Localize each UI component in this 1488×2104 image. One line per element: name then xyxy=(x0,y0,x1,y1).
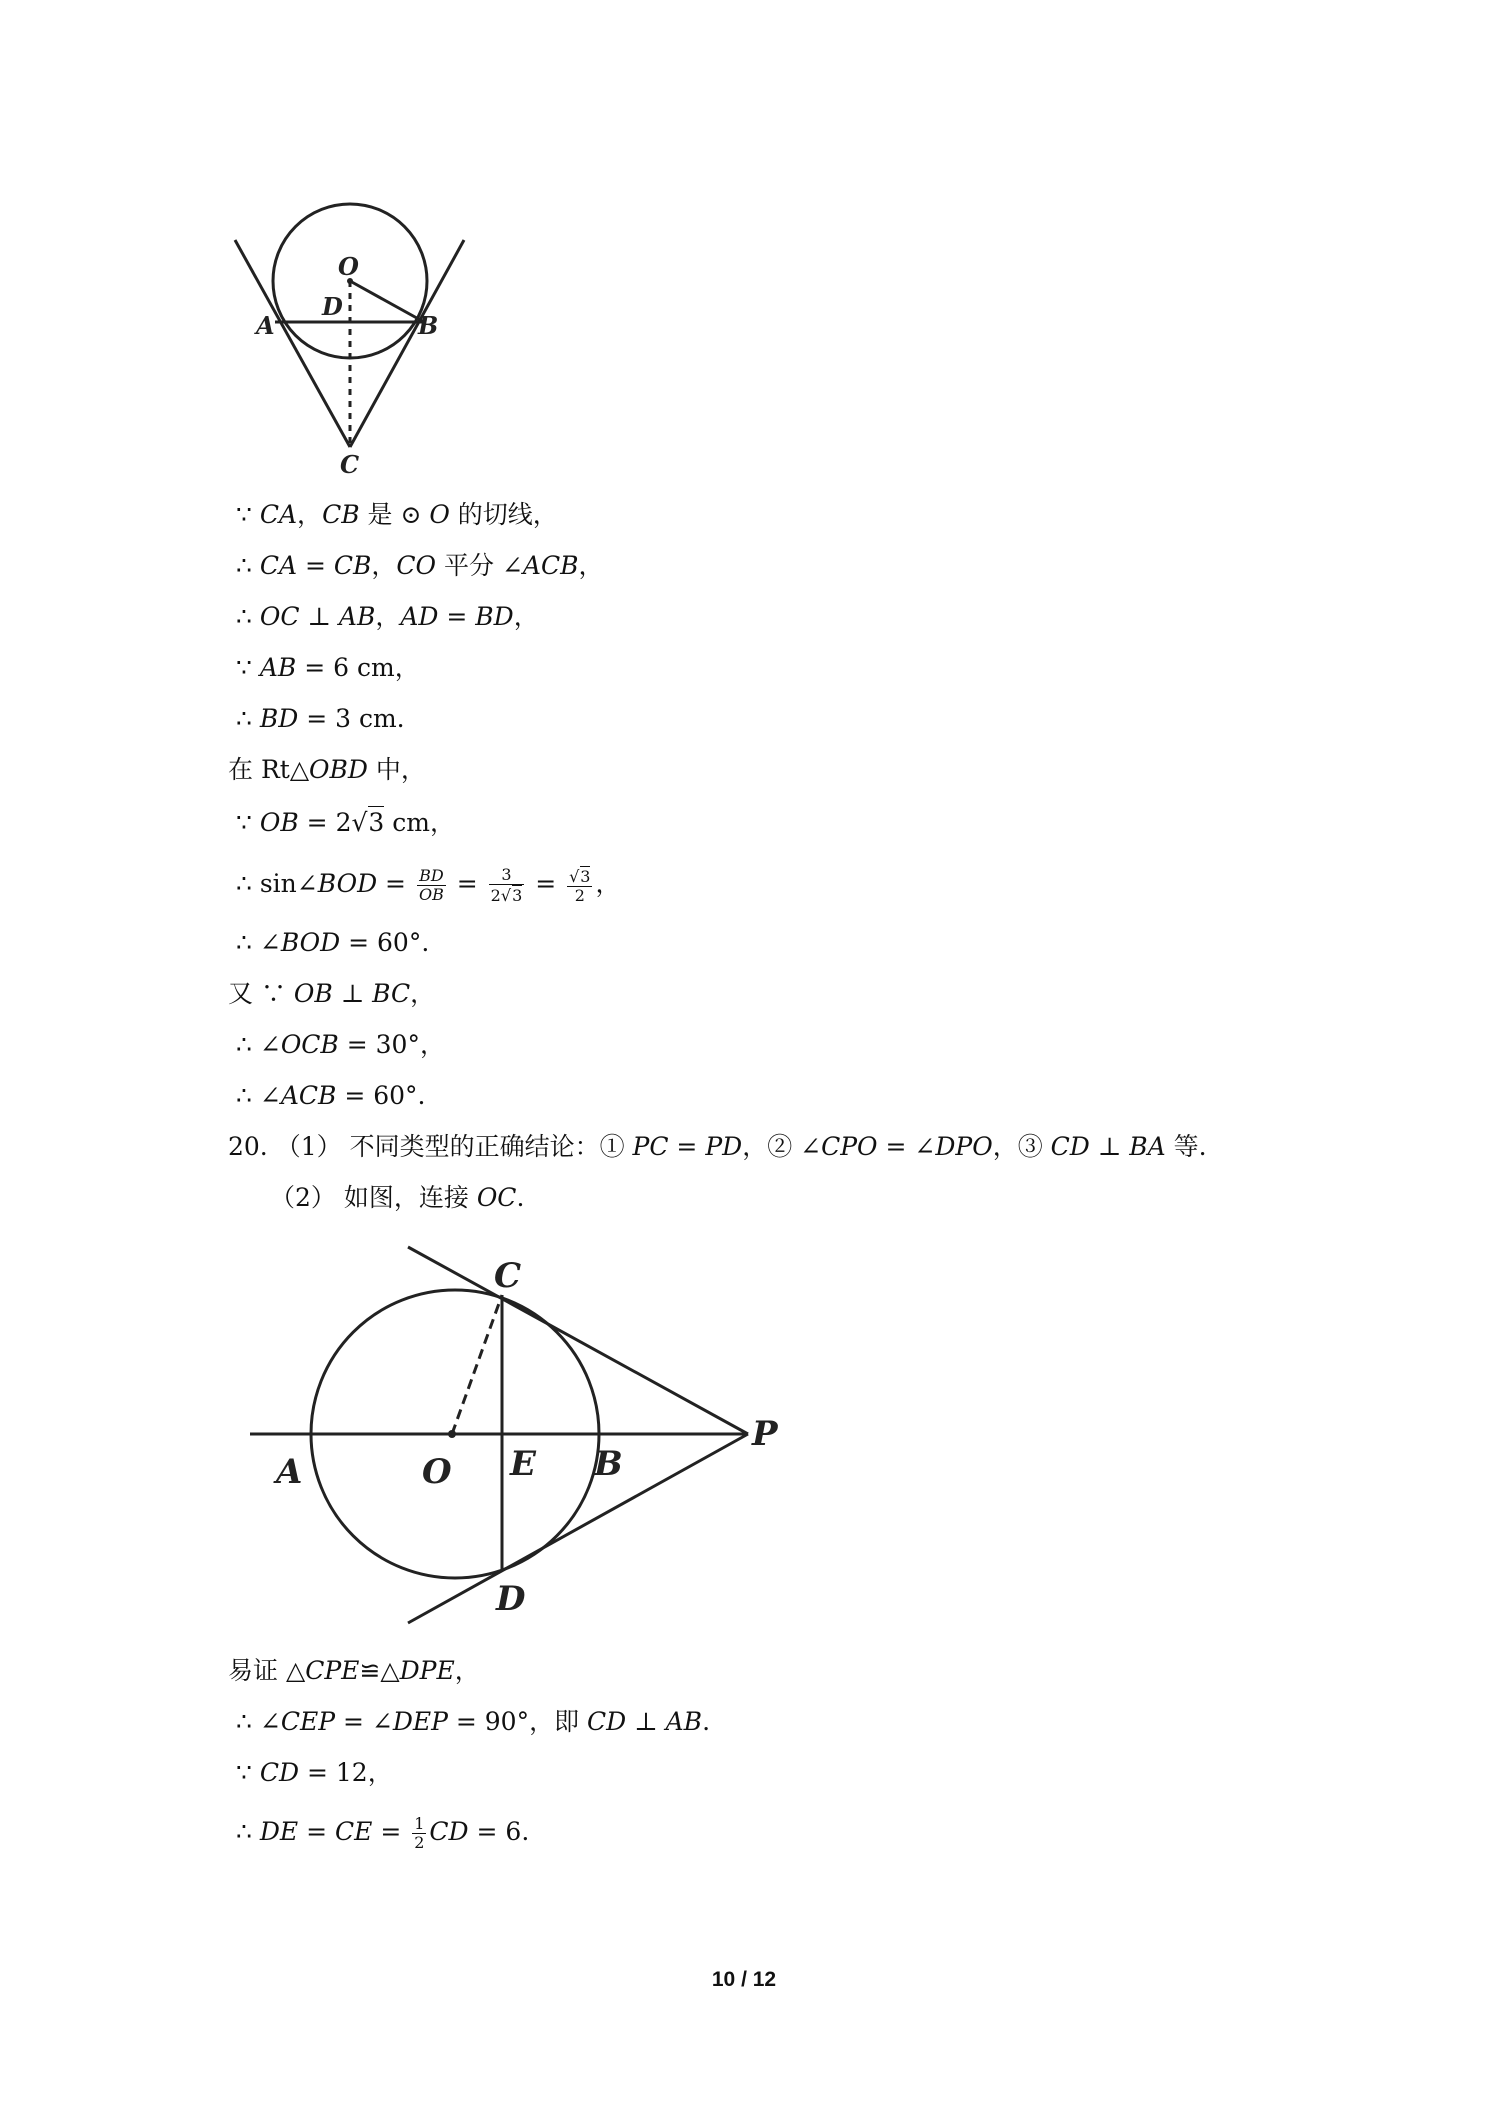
question-number: 20. xyxy=(228,1132,268,1161)
proof-line: ∵ AB = 6 cm， xyxy=(236,653,420,682)
label-d: D xyxy=(322,292,343,321)
point-o-dot xyxy=(448,1430,456,1438)
fraction-1-2: $\frac{1}{2}$ xyxy=(414,1814,425,1852)
figure-tangent-circle xyxy=(230,195,470,485)
proof-line: 易证 △CPE≌△DPE， xyxy=(228,1656,480,1685)
proof-line: 在 Rt△OBD 中， xyxy=(228,755,426,784)
question-20-part-1: 20. （1） 不同类型的正确结论：① PC = PD，② ∠CPO = ∠DPO，③ CD ⊥ BA 等. xyxy=(228,1132,1207,1161)
label-c: C xyxy=(494,1256,522,1296)
tangent-pd xyxy=(408,1434,748,1623)
label-c: C xyxy=(340,450,360,479)
figure-circle-tangents-p xyxy=(240,1235,800,1635)
fraction-3-2root3: $\frac{3}{2√3}$ xyxy=(490,865,523,905)
dashed-oc xyxy=(452,1295,502,1434)
proof-line: ∵ OB = 2√3 cm， xyxy=(236,808,455,837)
proof-line-fraction: ∴ sin∠BOD = $\frac{BD}{OB}$ = $\frac{3}{2√3}$ = $\frac{√3}{2}$ ， xyxy=(236,865,621,905)
proof-line: ∵ CD = 12， xyxy=(236,1758,393,1787)
page-number: 10 / 12 xyxy=(711,1968,777,1991)
label-d: D xyxy=(496,1579,526,1619)
question-20-part-2: （2） 如图，连接 OC. xyxy=(270,1183,525,1212)
proof-line: ∴ ∠OCB = 30°， xyxy=(236,1030,445,1059)
proof-line: ∵ CA，CB 是 ⊙ O 的切线， xyxy=(236,500,558,529)
proof-line: ∴ ∠CEP = ∠DEP = 90°，即 CD ⊥ AB. xyxy=(236,1707,711,1736)
label-a: A xyxy=(276,1452,303,1492)
label-o: O xyxy=(422,1452,452,1492)
tangent-cb xyxy=(350,240,464,447)
tangent-pc xyxy=(408,1247,748,1434)
fraction-root3-2: $\frac{√3}{2}$ xyxy=(569,867,591,905)
segment-ob xyxy=(350,281,424,322)
label-p: P xyxy=(752,1414,778,1454)
fraction-bd-ob: $\frac{BD}{OB}$ xyxy=(418,866,444,904)
proof-line: ∴ ∠ACB = 60°. xyxy=(236,1081,426,1110)
proof-line: ∴ BD = 3 cm. xyxy=(236,704,405,733)
tangent-ca xyxy=(235,240,350,447)
label-a: A xyxy=(256,311,275,340)
label-b: B xyxy=(594,1444,623,1484)
label-e: E xyxy=(510,1444,536,1484)
proof-line: ∴ OC ⊥ AB，AD = BD， xyxy=(236,602,539,631)
proof-line: ∴ ∠BOD = 60°. xyxy=(236,928,430,957)
proof-line: 又 ∵ OB ⊥ BC， xyxy=(228,979,436,1008)
label-b: B xyxy=(418,311,439,340)
label-o: O xyxy=(338,252,359,281)
proof-line: ∴ CA = CB，CO 平分 ∠ACB， xyxy=(236,551,604,580)
proof-line-fraction: ∴ DE = CE = $\frac{1}{2}$ CD = 6. xyxy=(236,1814,530,1852)
